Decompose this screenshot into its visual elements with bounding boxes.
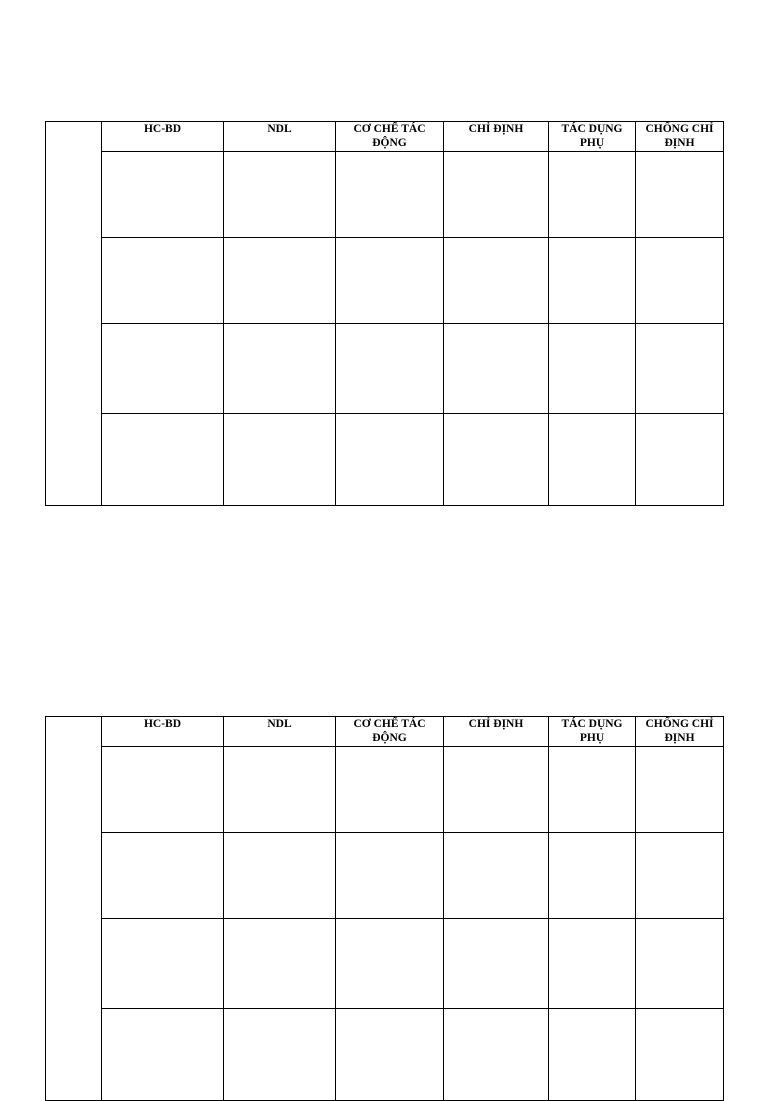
table-cell xyxy=(224,833,336,919)
drug-table-1 xyxy=(45,121,724,506)
table-cell xyxy=(549,414,636,506)
header-chi-dinh: CHỈ ĐỊNH xyxy=(444,717,549,747)
table-cell xyxy=(549,152,636,238)
header-ndl: NDL xyxy=(224,717,336,747)
table-cell xyxy=(224,238,336,324)
table-cell xyxy=(336,747,444,833)
table-cell xyxy=(336,324,444,414)
table-cell xyxy=(444,919,549,1009)
table-header-row xyxy=(46,122,724,152)
table-cell xyxy=(336,833,444,919)
table-cell xyxy=(444,1009,549,1101)
header-chong-chi-dinh: CHỐNG CHỈ ĐỊNH xyxy=(636,717,724,747)
table-cell xyxy=(102,1009,224,1101)
table-cell xyxy=(549,1009,636,1101)
header-tac-dung-phu: TÁC DỤNG PHỤ xyxy=(549,122,636,152)
table-cell xyxy=(444,833,549,919)
header-ndl: NDL xyxy=(224,122,336,152)
table-cell xyxy=(336,919,444,1009)
side-label-cell xyxy=(46,122,102,506)
table-cell xyxy=(636,833,724,919)
table-cell xyxy=(549,919,636,1009)
table-cell xyxy=(336,152,444,238)
table-row xyxy=(46,414,724,506)
table-cell xyxy=(102,833,224,919)
table-cell xyxy=(224,1009,336,1101)
drug-table-2 xyxy=(45,716,724,1101)
header-co-che-tac-dong: CƠ CHẾ TÁC ĐỘNG xyxy=(336,717,444,747)
table-cell xyxy=(444,238,549,324)
table-cell xyxy=(224,324,336,414)
table-cell xyxy=(102,919,224,1009)
table-cell xyxy=(224,152,336,238)
header-tac-dung-phu: TÁC DỤNG PHỤ xyxy=(549,717,636,747)
table-cell xyxy=(224,747,336,833)
table-cell xyxy=(636,324,724,414)
table-row xyxy=(46,919,724,1009)
table-row xyxy=(46,747,724,833)
header-hc-bd: HC-BD xyxy=(102,717,224,747)
header-chong-chi-dinh: CHỐNG CHỈ ĐỊNH xyxy=(636,122,724,152)
table-cell xyxy=(636,152,724,238)
table-cell xyxy=(636,1009,724,1101)
table-cell xyxy=(102,414,224,506)
table-cell xyxy=(102,324,224,414)
table-cell xyxy=(636,238,724,324)
table-header-row xyxy=(46,717,724,747)
table-cell xyxy=(444,414,549,506)
table-cell xyxy=(336,414,444,506)
table-cell xyxy=(549,747,636,833)
table-cell xyxy=(102,152,224,238)
header-hc-bd: HC-BD xyxy=(102,122,224,152)
table-row xyxy=(46,238,724,324)
table-row xyxy=(46,833,724,919)
table-cell xyxy=(444,747,549,833)
table-cell xyxy=(102,747,224,833)
table-cell xyxy=(102,238,224,324)
table-cell xyxy=(224,414,336,506)
header-chi-dinh: CHỈ ĐỊNH xyxy=(444,122,549,152)
table-row xyxy=(46,1009,724,1101)
table-cell xyxy=(636,919,724,1009)
table-cell xyxy=(444,324,549,414)
table-cell xyxy=(549,324,636,414)
header-co-che-tac-dong: CƠ CHẾ TÁC ĐỘNG xyxy=(336,122,444,152)
table-cell xyxy=(549,238,636,324)
side-label-cell xyxy=(46,717,102,1101)
table-cell xyxy=(549,833,636,919)
table-row xyxy=(46,152,724,238)
table-cell xyxy=(636,747,724,833)
table-cell xyxy=(444,152,549,238)
table-row xyxy=(46,324,724,414)
table-cell xyxy=(336,1009,444,1101)
table-cell xyxy=(224,919,336,1009)
table-cell xyxy=(336,238,444,324)
table-cell xyxy=(636,414,724,506)
